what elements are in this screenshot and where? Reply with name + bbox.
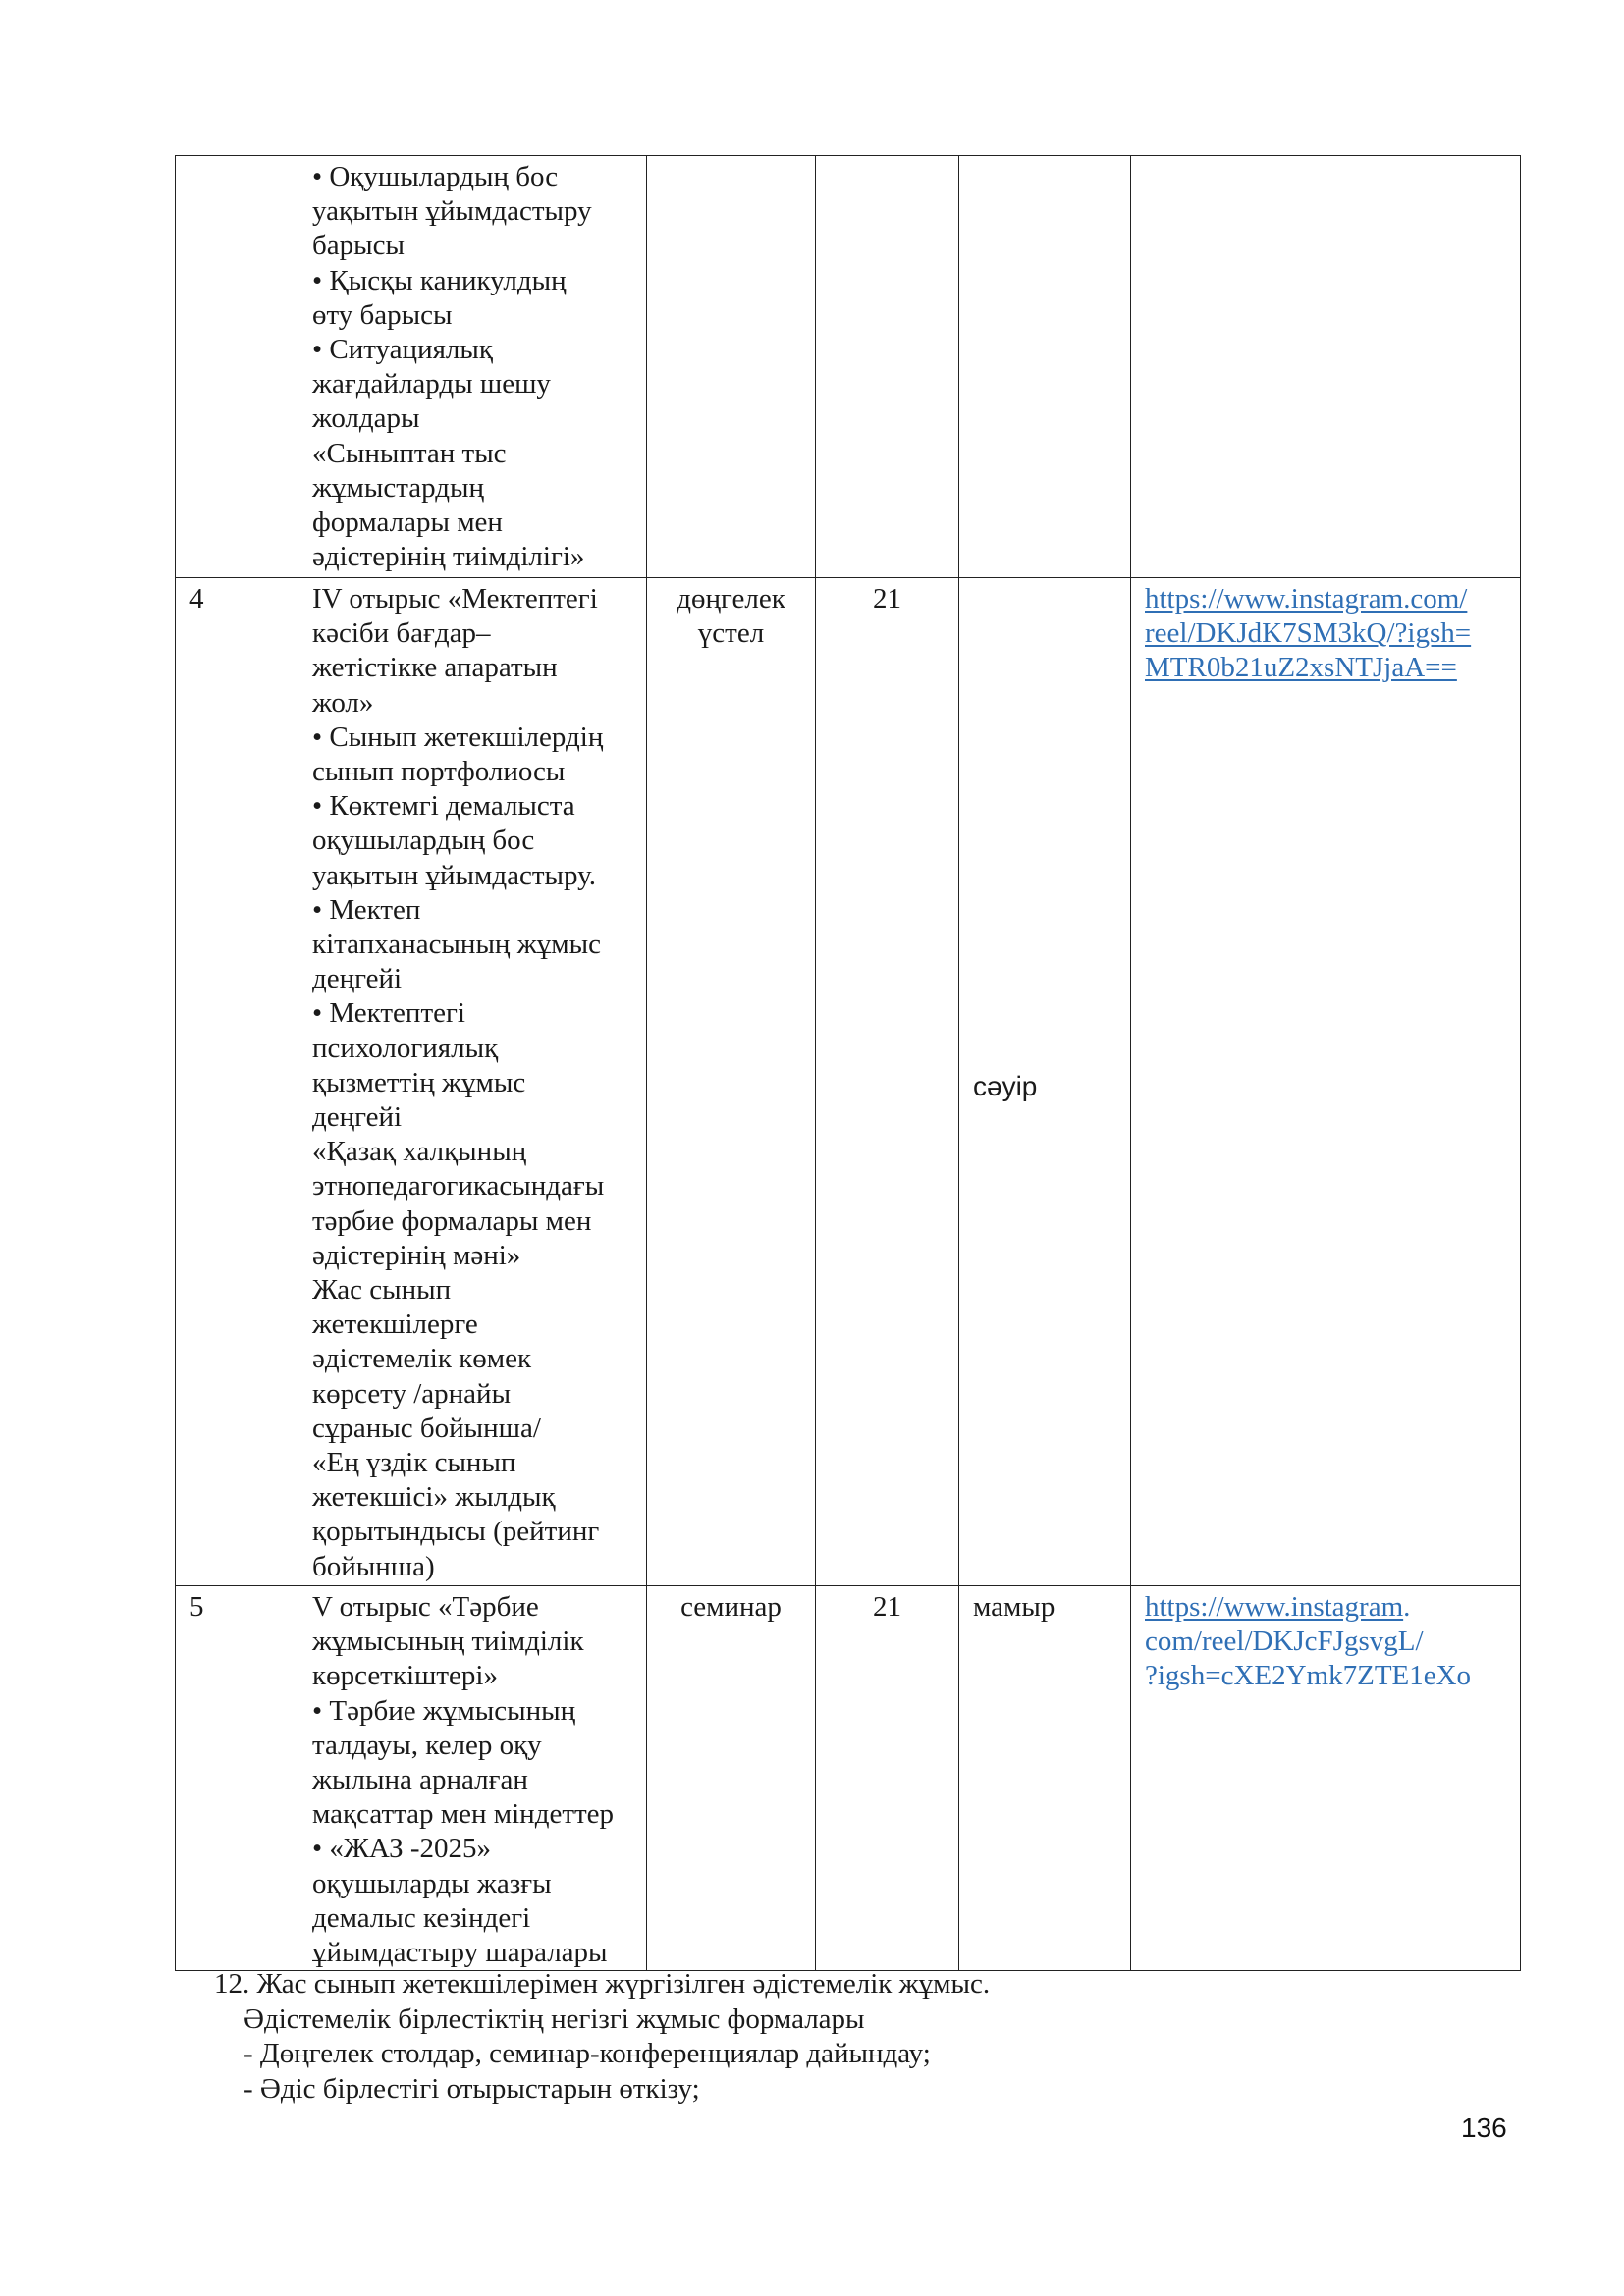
topic-line: • Көктемгі демалыста <box>312 790 575 823</box>
participant-count-cell: 21 <box>816 578 959 1586</box>
table-row <box>176 1586 1521 1971</box>
row-number: 5 <box>176 1586 298 1971</box>
topic-line: талдауы, келер оқу <box>312 1729 542 1761</box>
topic-line: бойынша) <box>312 1550 435 1582</box>
topic-line: қорытындысы (рейтинг <box>312 1516 600 1548</box>
topic-line: «Қазақ халқының <box>312 1136 527 1168</box>
section-list-item: - Дөңгелек столдар, семинар-конференциялар дайындау; <box>244 2038 931 2069</box>
topic-line: жұмысының тиімділік <box>312 1626 584 1658</box>
link-cell <box>1131 578 1521 1586</box>
topic-line: сынып портфолиосы <box>312 756 566 788</box>
link-part[interactable]: . <box>1403 1591 1411 1623</box>
participant-count-cell <box>816 156 959 578</box>
month-label: сәуір <box>973 1071 1038 1101</box>
form-line: семинар <box>680 1591 782 1623</box>
topic-line: «Ең үздік сынып <box>312 1447 516 1479</box>
topic-line: жағдайларды шешу <box>312 368 551 400</box>
topic-line: барысы <box>312 230 405 262</box>
topic-line: • «ЖАЗ -2025» <box>312 1833 492 1865</box>
form-line: дөңгелек <box>677 583 785 614</box>
topic-line: әдістерінің мәні» <box>312 1239 521 1271</box>
topic-line: тәрбие формалары мен <box>312 1204 592 1237</box>
form-cell <box>647 156 816 578</box>
topic-line: ұйымдастыру шаралары <box>312 1937 608 1969</box>
month-cell: мамыр <box>959 1586 1131 1971</box>
topic-line: • Тәрбие жұмысының <box>312 1694 576 1727</box>
page-number: 136 <box>1461 2112 1507 2143</box>
topic-line: «Сыныптан тыс <box>312 437 507 469</box>
topic-line: деңгейі <box>312 963 403 995</box>
topic-line: оқушылардың бос <box>312 825 535 857</box>
topic-line: уақытын ұйымдастыру. <box>312 859 596 891</box>
topic-line: көрсеткіштері» <box>312 1660 498 1692</box>
topic-line: жетістікке апаратын <box>312 652 558 684</box>
instagram-link[interactable]: https://www.instagram.com/ <box>1145 583 1468 614</box>
topic-line: мақсаттар мен міндеттер <box>312 1798 615 1831</box>
topic-line: формалары мен <box>312 507 503 539</box>
form-cell <box>647 578 816 1586</box>
section-heading: 12. Жас сынып жетекшілерімен жүргізілген әдістемелік жұмыс. <box>214 1968 991 2000</box>
topic-line: Жас сынып <box>312 1274 452 1307</box>
topic-line: • Қысқы каникулдың <box>312 264 567 296</box>
topic-line: • Ситуациялық <box>312 334 493 366</box>
instagram-link[interactable] <box>1145 1590 1506 1625</box>
instagram-link[interactable]: reel/DKJdK7SM3kQ/?igsh= <box>1145 617 1472 650</box>
topic-line: • Сынып жетекшілердің <box>312 721 604 753</box>
topic-line: жұмыстардың <box>312 471 485 504</box>
instagram-link[interactable]: MTR0b21uZ2xsNTJjaA== <box>1145 652 1457 684</box>
link-cell <box>1131 1586 1521 1971</box>
link-cell <box>1131 156 1521 578</box>
topic-line: кітапханасының жұмыс <box>312 929 601 961</box>
topic-line: өту барысы <box>312 298 453 331</box>
topic-line: қызметтің жұмыс <box>312 1066 526 1098</box>
topic-cell <box>298 156 647 578</box>
topic-line: кәсіби бағдар– <box>312 617 491 650</box>
row-number <box>176 156 298 578</box>
topic-cell <box>298 1586 647 1971</box>
instagram-link[interactable]: ?igsh=cXE2Ymk7ZTE1eXo <box>1145 1660 1472 1692</box>
topic-line: жылына арналған <box>312 1764 528 1796</box>
topic-line: этнопедагогикасындағы <box>312 1170 605 1202</box>
topic-line: уақытын ұйымдастыру <box>312 195 592 228</box>
participant-count-cell: 21 <box>816 1586 959 1971</box>
month-cell <box>959 156 1131 578</box>
topic-line: жол» <box>312 686 374 719</box>
topic-cell <box>298 578 647 1586</box>
table-row <box>176 578 1521 1586</box>
topic-line: деңгейі <box>312 1101 403 1134</box>
section-list-item: - Әдіс бірлестігі отырыстарын өткізу; <box>244 2072 700 2105</box>
topic-line: психологиялық <box>312 1032 499 1064</box>
topic-line: • Мектеп <box>312 893 421 926</box>
month-cell <box>959 578 1131 1586</box>
topic-line: көрсету /арнайы <box>312 1377 512 1410</box>
topic-line: әдістерінің тиімділігі» <box>312 541 585 573</box>
section-line: Әдістемелік бірлестіктің негізгі жұмыс формалары <box>244 2002 865 2035</box>
topic-line: жетекшілерге <box>312 1308 478 1341</box>
table-row <box>176 156 1521 578</box>
section-text <box>214 1967 990 2107</box>
instagram-link[interactable]: com/reel/DKJcFJgsvgL/ <box>1145 1626 1424 1658</box>
topic-line: V отырыс «Тәрбие <box>312 1591 539 1623</box>
topic-line: жолдары <box>312 402 420 435</box>
topic-line: • Мектептегі <box>312 997 465 1030</box>
topic-line: IV отырыс «Мектептегі <box>312 583 598 614</box>
topic-line: әдістемелік көмек <box>312 1343 532 1375</box>
row-number: 4 <box>176 578 298 1586</box>
topic-line: демалыс кезіндегі <box>312 1901 531 1934</box>
topic-line: оқушыларды жазғы <box>312 1867 552 1899</box>
link-part[interactable]: https://www.instagram <box>1145 1591 1404 1623</box>
form-cell <box>647 1586 816 1971</box>
topic-line: жетекшісі» жылдық <box>312 1481 556 1514</box>
plan-table <box>175 155 1521 1971</box>
topic-line: • Оқушылардың бос <box>312 161 559 192</box>
form-line: үстел <box>697 617 765 650</box>
topic-line: сұраныс бойынша/ <box>312 1412 541 1444</box>
